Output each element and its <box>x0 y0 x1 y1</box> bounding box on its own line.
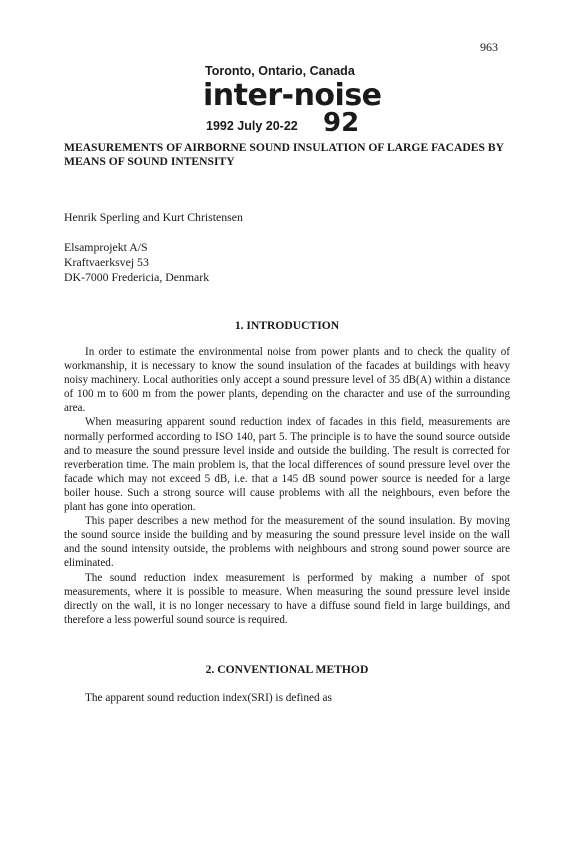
section-heading-introduction: 1. INTRODUCTION <box>234 319 340 332</box>
paper-title: MEASUREMENTS OF AIRBORNE SOUND INSULATION OF LARGE FACADES BY MEANS OF SOUND INTENSITY <box>64 141 504 168</box>
author-affiliation <box>64 240 209 285</box>
paragraph: The apparent sound reduction index(SRI) is defined as <box>85 692 332 704</box>
section-heading-conventional-method: 2. CONVENTIONAL METHOD <box>205 663 369 676</box>
paragraph: In order to estimate the environmental noise from power plants and to check the quality of workmanship, it is necessary to know the sound insulation of the facades at buildings with heavy noisy machinery. Local authorities only accept a sound pressure level of 35 dB(A) within a distance of 100 m to 600 m from the power plants, depending on the character and use of the surrounding area. <box>64 346 510 415</box>
conference-dates: 1992 July 20-22 <box>206 119 298 133</box>
introduction-body <box>64 345 510 627</box>
page-number: 963 <box>480 40 498 54</box>
conference-location: Toronto, Ontario, Canada <box>205 64 355 78</box>
affiliation-line: Elsamprojekt A/S <box>64 240 148 254</box>
paper-authors: Henrik Sperling and Kurt Christensen <box>64 210 243 224</box>
affiliation-line: Kraftvaerksvej 53 <box>64 255 149 269</box>
paragraph: This paper describes a new method for the measurement of the sound insulation. By moving the sound source inside the building and by measuring the sound pressure level inside on the wall and the sound intensity outside, the problems with neighbours and strong sound power source are eliminated. <box>64 515 510 570</box>
paragraph: When measuring apparent sound reduction index of facades in this field, measurements are normally performed according to ISO 140, part 5. The principle is to have the sound source outside and to measure the sound pressure level inside and outside the building. The result is corrected for reverberation time. The main problem is, that the local differences of sound pressure level over the facade which may not exceed 5 dB, i.e. that a 145 dB sound power source is needed for a large boiler house. Such a strong source will cause problems with all the neighbours, even before the plant has gone into operation. <box>64 416 510 514</box>
paragraph: The sound reduction index measurement is performed by making a number of spot measurements, where it is possible to measure. When measuring the sound pressure level inside directly on the wall, it is no longer necessary to have a diffuse sound field in large buildings, and therefore a less powerful sound source is required. <box>64 571 510 626</box>
conference-logo: inter-noise <box>203 78 382 113</box>
affiliation-line: DK-7000 Fredericia, Denmark <box>64 270 210 284</box>
conference-year-mark: 92 <box>323 108 360 138</box>
